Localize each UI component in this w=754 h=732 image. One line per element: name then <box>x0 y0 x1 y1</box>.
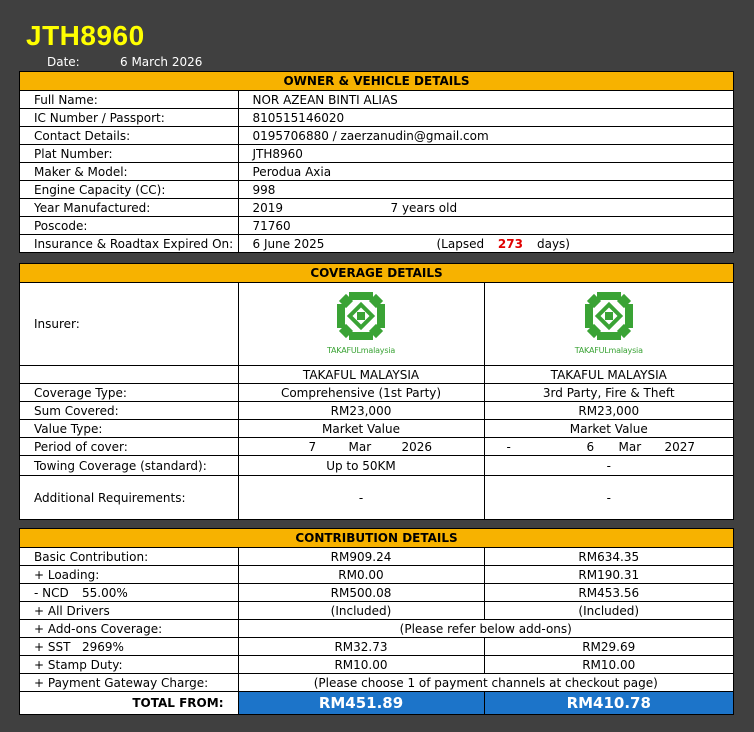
period-start-year: 2026 <box>401 439 433 454</box>
drivers-1: (Included) <box>238 602 484 620</box>
table-row <box>20 456 733 476</box>
lapsed-days: 273 <box>497 236 523 251</box>
date-value: 6 March 2026 <box>120 55 203 69</box>
ic-value: 810515146020 <box>238 109 733 127</box>
period-label: Period of cover: <box>20 438 238 456</box>
stamp-label: + Stamp Duty: <box>20 656 238 674</box>
gateway-note: (Please choose 1 of payment channels at checkout page) <box>238 674 733 692</box>
table-row <box>20 420 733 438</box>
table-row <box>20 674 733 692</box>
ic-label: IC Number / Passport: <box>20 109 238 127</box>
coverage-type-1: Comprehensive (1st Party) <box>238 384 484 402</box>
drivers-label: + All Drivers <box>20 602 238 620</box>
coverage-table <box>20 283 733 519</box>
table-row <box>20 91 733 109</box>
total-plan-1[interactable]: RM451.89 <box>238 692 484 715</box>
year-manufactured: 2019 <box>252 200 284 215</box>
sst-label-cell <box>20 638 238 656</box>
plate-value: JTH8960 <box>238 145 733 163</box>
table-row <box>20 283 733 366</box>
lapsed-prefix: (Lapsed <box>436 236 485 251</box>
table-row <box>20 163 733 181</box>
owner-vehicle-section <box>19 71 734 253</box>
table-row <box>20 584 733 602</box>
table-row <box>20 402 733 420</box>
insurer-label: Insurer: <box>20 283 238 366</box>
insurer-logo-cell-2 <box>484 283 733 366</box>
ncd-label-cell <box>20 584 238 602</box>
plate-number-title: JTH8960 <box>26 20 145 51</box>
table-row <box>20 199 733 217</box>
year-value <box>238 199 733 217</box>
stamp-1: RM10.00 <box>238 656 484 674</box>
ncd-label: - NCD <box>34 585 69 600</box>
sum-covered-label: Sum Covered: <box>20 402 238 420</box>
period-start <box>238 438 484 456</box>
drivers-2: (Included) <box>484 602 733 620</box>
cc-value: 998 <box>238 181 733 199</box>
contribution-section <box>19 528 734 715</box>
period-start-day: 7 <box>308 439 317 454</box>
table-row <box>20 384 733 402</box>
additional-req-label: Additional Requirements: <box>20 476 238 520</box>
full-name-value: NOR AZEAN BINTI ALIAS <box>238 91 733 109</box>
addons-note: (Please refer below add-ons) <box>238 620 733 638</box>
insurer-logo-text: TAKAFULmalaysia <box>574 345 643 355</box>
sst-percent: 2969% <box>82 639 124 654</box>
period-start-month: Mar <box>348 439 372 454</box>
table-row <box>20 181 733 199</box>
table-row <box>20 217 733 235</box>
postcode-value: 71760 <box>238 217 733 235</box>
coverage-type-2: 3rd Party, Fire & Theft <box>484 384 733 402</box>
owner-vehicle-table <box>20 91 733 252</box>
towing-1: Up to 50KM <box>238 456 484 476</box>
coverage-section <box>19 263 734 520</box>
period-end-day: 6 <box>586 439 595 454</box>
loading-label: + Loading: <box>20 566 238 584</box>
table-row <box>20 638 733 656</box>
value-type-2: Market Value <box>484 420 733 438</box>
table-row <box>20 127 733 145</box>
sst-1: RM32.73 <box>238 638 484 656</box>
coverage-type-label: Coverage Type: <box>20 384 238 402</box>
period-end-year: 2027 <box>664 439 696 454</box>
vehicle-age: 7 years old <box>390 200 458 215</box>
sst-label: + SST <box>34 639 71 654</box>
full-name-label: Full Name: <box>20 91 238 109</box>
sst-2: RM29.69 <box>484 638 733 656</box>
table-row <box>20 602 733 620</box>
total-label: TOTAL FROM: <box>20 692 238 715</box>
ncd-1: RM500.08 <box>238 584 484 602</box>
towing-2: - <box>484 456 733 476</box>
contribution-header: CONTRIBUTION DETAILS <box>20 529 733 548</box>
make-value: Perodua Axia <box>238 163 733 181</box>
contact-label: Contact Details: <box>20 127 238 145</box>
period-separator: - <box>506 439 511 454</box>
expiry-label: Insurance & Roadtax Expired On: <box>20 235 238 253</box>
postcode-label: Poscode: <box>20 217 238 235</box>
table-row <box>20 692 733 715</box>
basic-label: Basic Contribution: <box>20 548 238 566</box>
blank-cell <box>20 366 238 384</box>
additional-req-1: - <box>238 476 484 520</box>
basic-1: RM909.24 <box>238 548 484 566</box>
insurer-name-1: TAKAFUL MALAYSIA <box>238 366 484 384</box>
contact-value: 0195706880 / zaerzanudin@gmail.com <box>238 127 733 145</box>
table-row <box>20 366 733 384</box>
lapsed-suffix: days) <box>536 236 570 251</box>
towing-label: Towing Coverage (standard): <box>20 456 238 476</box>
period-end-month: Mar <box>618 439 642 454</box>
table-row <box>20 566 733 584</box>
year-label: Year Manufactured: <box>20 199 238 217</box>
period-end <box>484 438 733 456</box>
sum-covered-1: RM23,000 <box>238 402 484 420</box>
table-row <box>20 145 733 163</box>
table-row <box>20 109 733 127</box>
table-row <box>20 235 733 253</box>
value-type-1: Market Value <box>238 420 484 438</box>
loading-2: RM190.31 <box>484 566 733 584</box>
sum-covered-2: RM23,000 <box>484 402 733 420</box>
table-row <box>20 438 733 456</box>
insurer-logo-text: TAKAFULmalaysia <box>326 345 396 355</box>
value-type-label: Value Type: <box>20 420 238 438</box>
expiry-date: 6 June 2025 <box>252 236 325 251</box>
cc-label: Engine Capacity (CC): <box>20 181 238 199</box>
coverage-header: COVERAGE DETAILS <box>20 264 733 283</box>
table-row <box>20 476 733 520</box>
additional-req-2: - <box>484 476 733 520</box>
ncd-2: RM453.56 <box>484 584 733 602</box>
table-row <box>20 548 733 566</box>
insurer-name-2: TAKAFUL MALAYSIA <box>484 366 733 384</box>
expiry-value <box>238 235 733 253</box>
gateway-label: + Payment Gateway Charge: <box>20 674 238 692</box>
table-row <box>20 656 733 674</box>
addons-label: + Add-ons Coverage: <box>20 620 238 638</box>
stamp-2: RM10.00 <box>484 656 733 674</box>
date-label: Date: <box>47 55 80 69</box>
table-row <box>20 620 733 638</box>
total-plan-2[interactable]: RM410.78 <box>484 692 733 715</box>
make-label: Maker & Model: <box>20 163 238 181</box>
loading-1: RM0.00 <box>238 566 484 584</box>
plate-label: Plat Number: <box>20 145 238 163</box>
basic-2: RM634.35 <box>484 548 733 566</box>
takaful-logo-icon <box>583 290 635 342</box>
owner-vehicle-header: OWNER & VEHICLE DETAILS <box>20 72 733 91</box>
ncd-percent: 55.00% <box>82 585 128 600</box>
insurer-logo-cell-1 <box>238 283 484 366</box>
contribution-table <box>20 548 733 714</box>
takaful-logo-icon <box>335 290 387 342</box>
